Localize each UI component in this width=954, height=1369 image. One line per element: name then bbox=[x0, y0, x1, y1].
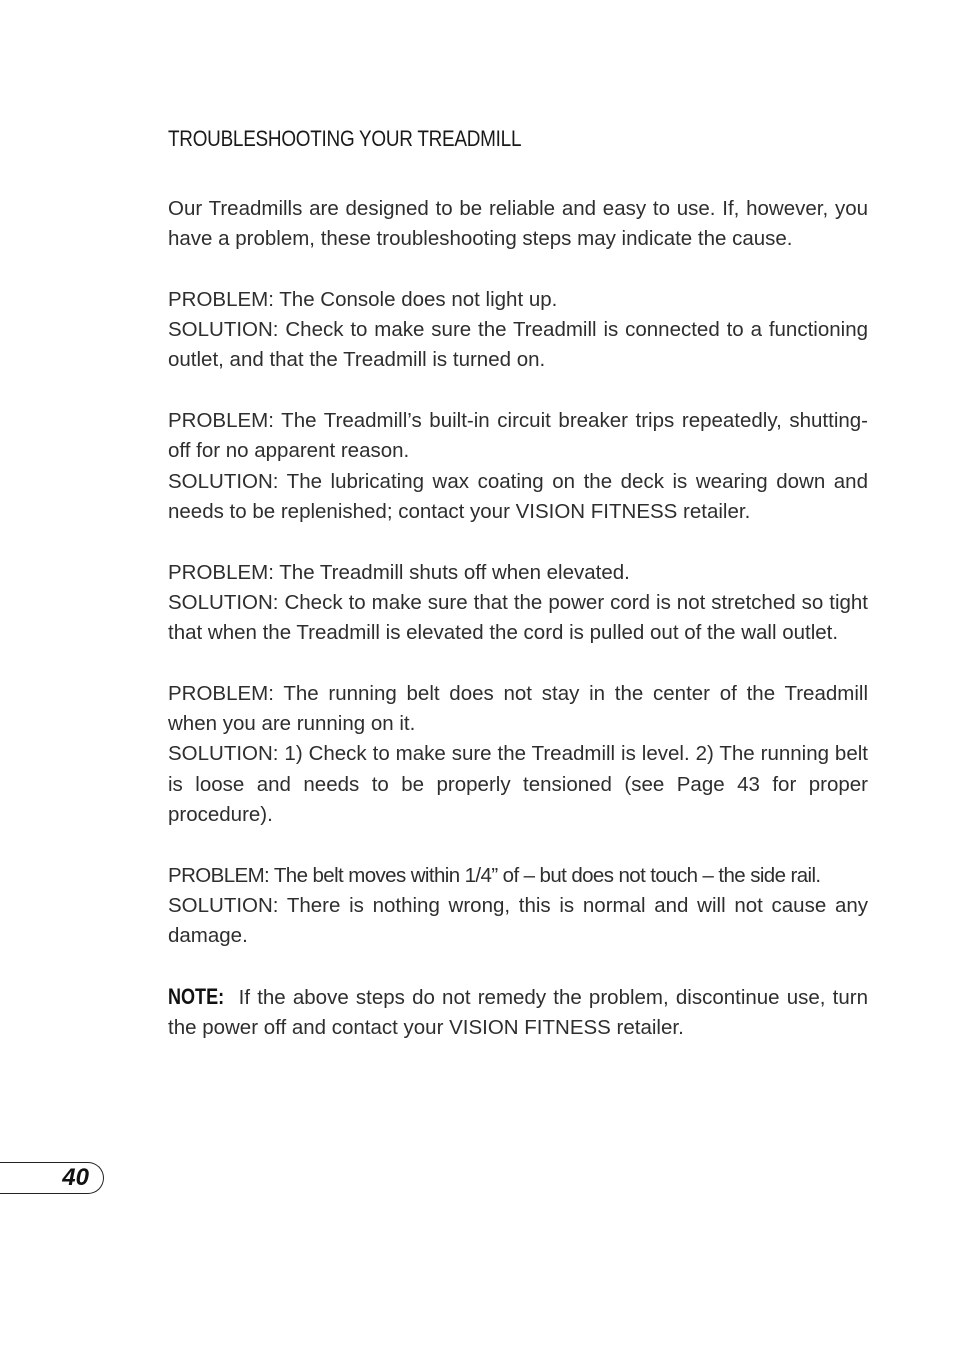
problem-text: PROBLEM: The running belt does not stay in the center of the Treadmill when you are running on it. bbox=[168, 681, 868, 736]
problem-text: PROBLEM: The Treadmill’s built-in circuit breaker trips repeatedly, shutting-off for no apparent reason. bbox=[168, 409, 868, 463]
problem-text: PROBLEM: The Console does not light up. bbox=[168, 287, 558, 311]
page-title: TROUBLESHOOTING YOUR TREADMILL bbox=[168, 126, 522, 151]
spacer bbox=[168, 255, 868, 285]
problem-text: PROBLEM: The belt moves within 1/4” of – but does not touch – the side rail. bbox=[168, 863, 821, 887]
solution-text: SOLUTION: There is nothing wrong, this is normal and will not cause any damage. bbox=[168, 893, 868, 948]
problem-text: PROBLEM: The Treadmill shuts off when elevated. bbox=[168, 560, 630, 584]
spacer bbox=[168, 376, 868, 406]
page-number: 40 bbox=[62, 1164, 89, 1191]
note-paragraph bbox=[168, 982, 868, 1044]
solution-text: SOLUTION: Check to make sure that the power cord is not stretched so tight that when the Treadmill is elevated the cord is pulled out of the wall outlet. bbox=[168, 590, 868, 645]
spacer bbox=[168, 648, 868, 678]
spacer bbox=[168, 951, 868, 981]
note-label: NOTE: bbox=[168, 983, 225, 1009]
note-text: If the above steps do not remedy the problem, discontinue use, turn the power off and contact your VISION FITNESS retailer. bbox=[168, 985, 868, 1040]
solution-text: SOLUTION: 1) Check to make sure the Treadmill is level. 2) The running belt is loose and needs to be properly tensioned (see Page 43 for proper procedure). bbox=[168, 742, 868, 826]
solution-text: SOLUTION: Check to make sure the Treadmill is connected to a functioning outlet, and that the Treadmill is turned on. bbox=[168, 318, 868, 372]
troubleshooting-content bbox=[168, 194, 868, 1043]
intro-paragraph: Our Treadmills are designed to be reliable and easy to use. If, however, you have a problem, these troubleshooting steps may indicate the cause. bbox=[168, 197, 868, 251]
spacer bbox=[168, 527, 868, 557]
spacer bbox=[168, 830, 868, 860]
solution-text: SOLUTION: The lubricating wax coating on the deck is wearing down and needs to be replenished; contact your VISION FITNESS retailer. bbox=[168, 469, 868, 523]
page-number-tab bbox=[0, 1162, 104, 1194]
